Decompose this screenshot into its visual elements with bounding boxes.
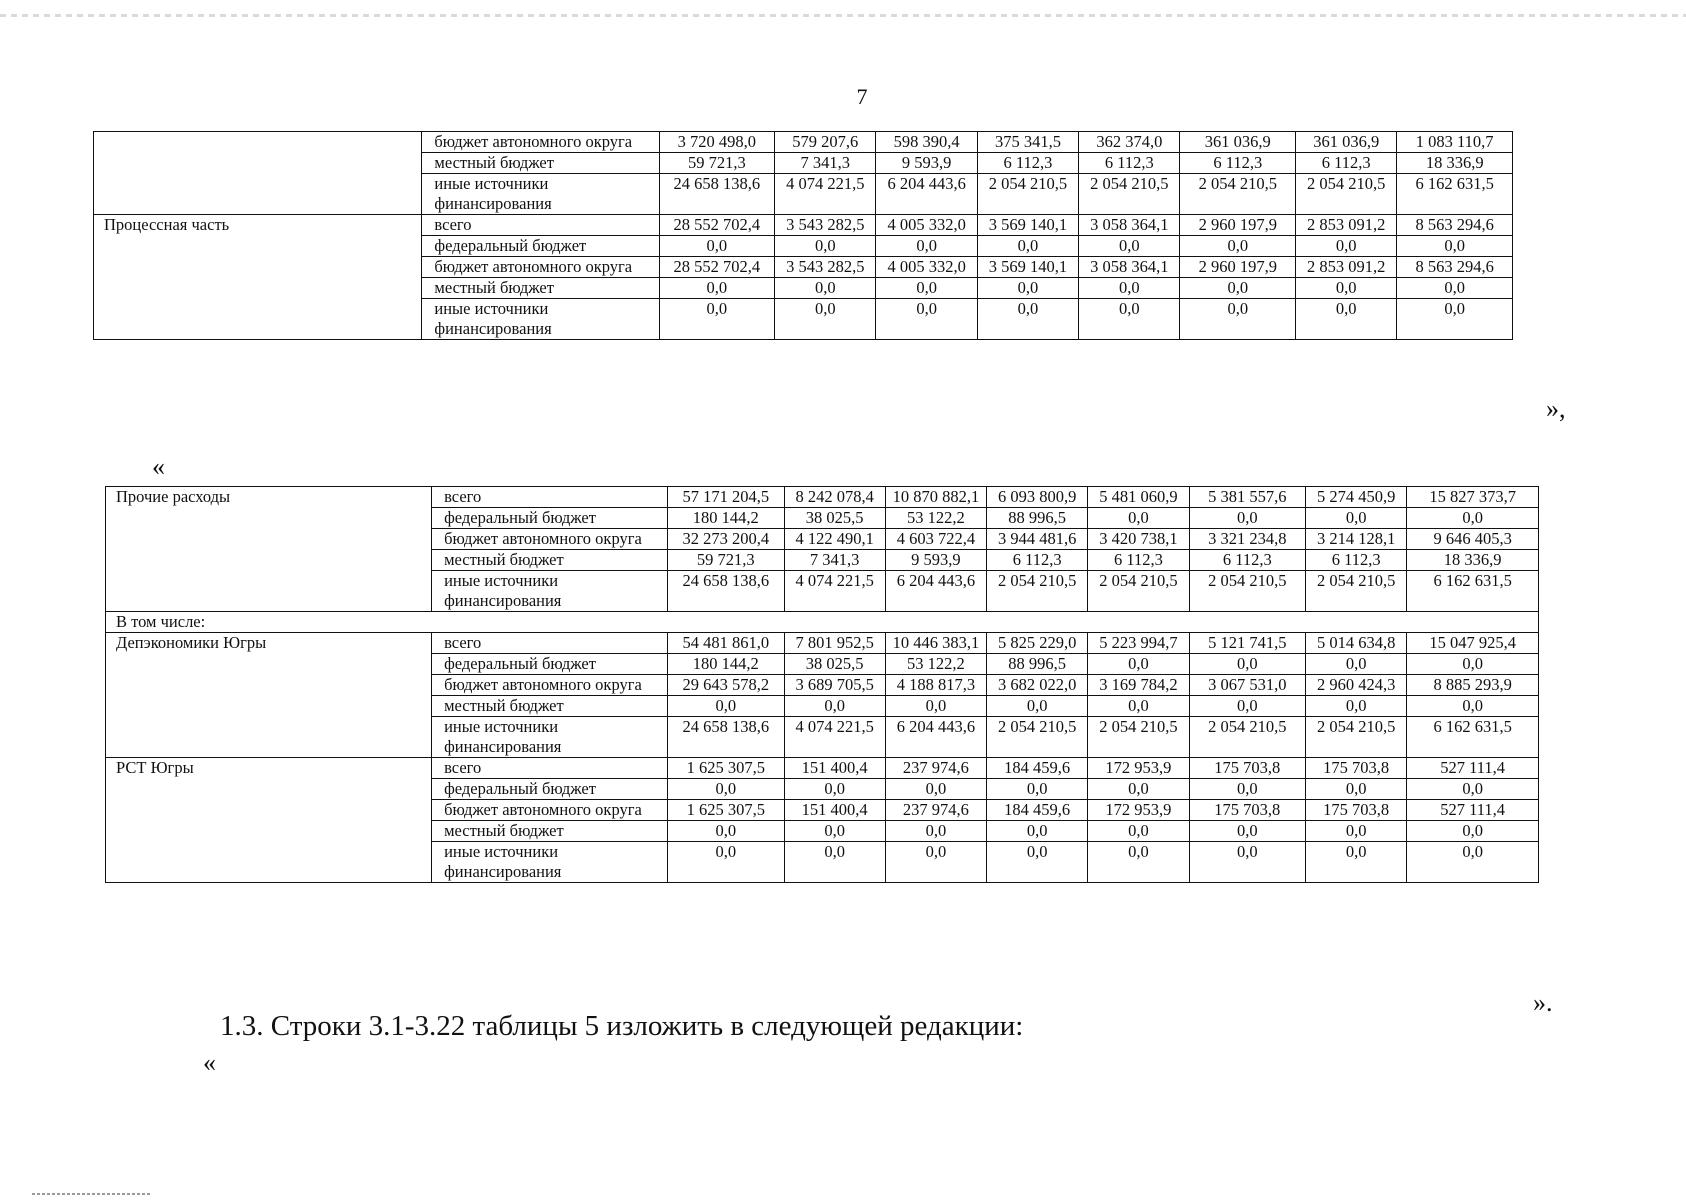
value-cell: 5 223 994,7	[1088, 633, 1189, 654]
value-cell: 0,0	[1079, 299, 1180, 340]
value-cell: 0,0	[1407, 821, 1539, 842]
opening-quote-mark: «	[152, 452, 165, 481]
value-cell: 2 853 091,2	[1296, 215, 1397, 236]
value-cell: 0,0	[1189, 696, 1305, 717]
value-cell: 0,0	[1306, 779, 1407, 800]
value-cell: 0,0	[1407, 779, 1539, 800]
row-name-cell	[94, 236, 422, 257]
value-cell: 2 054 210,5	[1306, 717, 1407, 758]
value-cell: 6 204 443,6	[876, 174, 977, 215]
value-cell: 151 400,4	[784, 758, 885, 779]
value-cell: 0,0	[987, 842, 1088, 883]
value-cell: 361 036,9	[1296, 132, 1397, 153]
value-cell: 1 083 110,7	[1397, 132, 1513, 153]
funding-source-cell: местный бюджет	[432, 550, 668, 571]
opening-quote-mark-3: «	[203, 1048, 216, 1077]
value-cell: 0,0	[1088, 779, 1189, 800]
value-cell: 5 014 634,8	[1306, 633, 1407, 654]
value-cell: 59 721,3	[659, 153, 775, 174]
value-cell: 0,0	[876, 236, 977, 257]
value-cell: 3 214 128,1	[1306, 529, 1407, 550]
value-cell: 3 067 531,0	[1189, 675, 1305, 696]
value-cell: 0,0	[977, 299, 1078, 340]
value-cell: 2 054 210,5	[1180, 174, 1296, 215]
value-cell: 1 625 307,5	[668, 758, 784, 779]
value-cell: 2 054 210,5	[1079, 174, 1180, 215]
value-cell: 0,0	[876, 278, 977, 299]
value-cell: 10 446 383,1	[885, 633, 986, 654]
value-cell: 24 658 138,6	[659, 174, 775, 215]
value-cell: 1 625 307,5	[668, 800, 784, 821]
value-cell: 28 552 702,4	[659, 215, 775, 236]
value-cell: 6 162 631,5	[1397, 174, 1513, 215]
value-cell: 6 112,3	[1306, 550, 1407, 571]
value-cell: 0,0	[977, 278, 1078, 299]
table-row	[94, 299, 1513, 340]
value-cell: 53 122,2	[885, 508, 986, 529]
value-cell: 175 703,8	[1306, 758, 1407, 779]
value-cell: 0,0	[1306, 842, 1407, 883]
value-cell: 180 144,2	[668, 508, 784, 529]
value-cell: 2 960 197,9	[1180, 215, 1296, 236]
value-cell: 0,0	[977, 236, 1078, 257]
value-cell: 7 341,3	[775, 153, 876, 174]
value-cell: 9 593,9	[885, 550, 986, 571]
funding-source-cell: местный бюджет	[432, 821, 668, 842]
budget-table-continued	[93, 131, 1513, 340]
value-cell: 527 111,4	[1407, 800, 1539, 821]
table-row	[94, 236, 1513, 257]
value-cell: 0,0	[784, 842, 885, 883]
funding-source-cell: всего	[422, 215, 659, 236]
value-cell: 54 481 861,0	[668, 633, 784, 654]
value-cell: 0,0	[1397, 278, 1513, 299]
funding-source-cell: иные источники финансирования	[432, 571, 668, 612]
row-name-cell	[94, 278, 422, 299]
value-cell: 7 341,3	[784, 550, 885, 571]
scan-artifact-footer	[32, 1193, 152, 1195]
funding-source-cell: всего	[432, 758, 668, 779]
value-cell: 0,0	[1296, 278, 1397, 299]
value-cell: 3 944 481,6	[987, 529, 1088, 550]
group-name-cell: Депэкономики Югры	[106, 633, 432, 758]
table-row	[106, 633, 1539, 654]
value-cell: 172 953,9	[1088, 758, 1189, 779]
value-cell: 3 569 140,1	[977, 215, 1078, 236]
group-name-cell: Прочие расходы	[106, 487, 432, 612]
value-cell: 0,0	[1088, 821, 1189, 842]
value-cell: 0,0	[1180, 278, 1296, 299]
value-cell: 32 273 200,4	[668, 529, 784, 550]
value-cell: 8 885 293,9	[1407, 675, 1539, 696]
value-cell: 6 112,3	[1180, 153, 1296, 174]
value-cell: 38 025,5	[784, 508, 885, 529]
value-cell: 9 646 405,3	[1407, 529, 1539, 550]
value-cell: 2 054 210,5	[1088, 717, 1189, 758]
value-cell: 0,0	[1189, 654, 1305, 675]
value-cell: 38 025,5	[784, 654, 885, 675]
value-cell: 28 552 702,4	[659, 257, 775, 278]
value-cell: 0,0	[1306, 821, 1407, 842]
value-cell: 6 112,3	[977, 153, 1078, 174]
value-cell: 6 112,3	[1088, 550, 1189, 571]
value-cell: 0,0	[1306, 508, 1407, 529]
value-cell: 5 381 557,6	[1189, 487, 1305, 508]
table-row	[106, 487, 1539, 508]
value-cell: 0,0	[659, 236, 775, 257]
value-cell: 5 481 060,9	[1088, 487, 1189, 508]
value-cell: 3 543 282,5	[775, 257, 876, 278]
value-cell: 0,0	[1189, 779, 1305, 800]
funding-source-cell: иные источники финансирования	[432, 717, 668, 758]
value-cell: 3 058 364,1	[1079, 257, 1180, 278]
group-header-row	[106, 612, 1539, 633]
value-cell: 0,0	[659, 299, 775, 340]
value-cell: 0,0	[987, 821, 1088, 842]
value-cell: 0,0	[1407, 508, 1539, 529]
value-cell: 0,0	[987, 696, 1088, 717]
value-cell: 0,0	[1189, 842, 1305, 883]
row-name-cell	[94, 153, 422, 174]
value-cell: 3 543 282,5	[775, 215, 876, 236]
value-cell: 172 953,9	[1088, 800, 1189, 821]
value-cell: 8 563 294,6	[1397, 257, 1513, 278]
value-cell: 4 005 332,0	[876, 257, 977, 278]
value-cell: 2 960 424,3	[1306, 675, 1407, 696]
value-cell: 237 974,6	[885, 758, 986, 779]
funding-source-cell: всего	[432, 487, 668, 508]
table-row	[94, 174, 1513, 215]
value-cell: 0,0	[668, 779, 784, 800]
value-cell: 6 093 800,9	[987, 487, 1088, 508]
funding-source-cell: федеральный бюджет	[432, 508, 668, 529]
funding-source-cell: всего	[432, 633, 668, 654]
value-cell: 88 996,5	[987, 508, 1088, 529]
value-cell: 8 242 078,4	[784, 487, 885, 508]
value-cell: 0,0	[1079, 236, 1180, 257]
value-cell: 9 593,9	[876, 153, 977, 174]
value-cell: 6 112,3	[987, 550, 1088, 571]
value-cell: 361 036,9	[1180, 132, 1296, 153]
value-cell: 2 054 210,5	[987, 571, 1088, 612]
value-cell: 6 162 631,5	[1407, 571, 1539, 612]
funding-source-cell: иные источники финансирования	[432, 842, 668, 883]
value-cell: 15 827 373,7	[1407, 487, 1539, 508]
value-cell: 4 074 221,5	[775, 174, 876, 215]
value-cell: 6 112,3	[1296, 153, 1397, 174]
value-cell: 0,0	[1088, 696, 1189, 717]
closing-quote-mark-2: ».	[1533, 988, 1553, 1017]
value-cell: 0,0	[1180, 236, 1296, 257]
value-cell: 3 321 234,8	[1189, 529, 1305, 550]
value-cell: 6 112,3	[1079, 153, 1180, 174]
value-cell: 5 121 741,5	[1189, 633, 1305, 654]
value-cell: 4 122 490,1	[784, 529, 885, 550]
value-cell: 0,0	[1189, 821, 1305, 842]
funding-source-cell: местный бюджет	[432, 696, 668, 717]
value-cell: 0,0	[775, 236, 876, 257]
value-cell: 2 054 210,5	[1088, 571, 1189, 612]
table-row	[94, 278, 1513, 299]
value-cell: 59 721,3	[668, 550, 784, 571]
section-heading: 1.3. Строки 3.1-3.22 таблицы 5 изложить в следующей редакции:	[220, 1010, 1024, 1042]
value-cell: 0,0	[885, 842, 986, 883]
value-cell: 0,0	[885, 821, 986, 842]
value-cell: 0,0	[784, 821, 885, 842]
page-number: 7	[856, 84, 868, 109]
value-cell: 3 689 705,5	[784, 675, 885, 696]
value-cell: 7 801 952,5	[784, 633, 885, 654]
value-cell: 375 341,5	[977, 132, 1078, 153]
value-cell: 57 171 204,5	[668, 487, 784, 508]
row-name-cell	[94, 132, 422, 153]
group-name-cell: РСТ Югры	[106, 758, 432, 883]
value-cell: 10 870 882,1	[885, 487, 986, 508]
value-cell: 527 111,4	[1407, 758, 1539, 779]
value-cell: 8 563 294,6	[1397, 215, 1513, 236]
value-cell: 184 459,6	[987, 800, 1088, 821]
value-cell: 598 390,4	[876, 132, 977, 153]
funding-source-cell: бюджет автономного округа	[422, 132, 659, 153]
value-cell: 4 074 221,5	[784, 717, 885, 758]
value-cell: 4 005 332,0	[876, 215, 977, 236]
row-name-cell	[94, 257, 422, 278]
value-cell: 0,0	[1306, 654, 1407, 675]
value-cell: 0,0	[1088, 654, 1189, 675]
value-cell: 175 703,8	[1189, 800, 1305, 821]
value-cell: 0,0	[659, 278, 775, 299]
value-cell: 2 960 197,9	[1180, 257, 1296, 278]
value-cell: 237 974,6	[885, 800, 986, 821]
funding-source-cell: бюджет автономного округа	[422, 257, 659, 278]
other-expenses-table	[105, 486, 1539, 883]
value-cell: 0,0	[1306, 696, 1407, 717]
value-cell: 0,0	[784, 779, 885, 800]
value-cell: 0,0	[668, 842, 784, 883]
funding-source-cell: федеральный бюджет	[422, 236, 659, 257]
value-cell: 0,0	[885, 696, 986, 717]
value-cell: 29 643 578,2	[668, 675, 784, 696]
value-cell: 0,0	[1296, 236, 1397, 257]
table-row	[94, 257, 1513, 278]
value-cell: 0,0	[1088, 842, 1189, 883]
value-cell: 0,0	[1407, 654, 1539, 675]
row-name-cell	[94, 299, 422, 340]
value-cell: 0,0	[1180, 299, 1296, 340]
value-cell: 0,0	[1397, 236, 1513, 257]
value-cell: 18 336,9	[1397, 153, 1513, 174]
value-cell: 0,0	[668, 696, 784, 717]
value-cell: 0,0	[987, 779, 1088, 800]
value-cell: 0,0	[876, 299, 977, 340]
scan-artifact-line	[0, 14, 1686, 17]
value-cell: 5 274 450,9	[1306, 487, 1407, 508]
value-cell: 2 054 210,5	[977, 174, 1078, 215]
value-cell: 6 162 631,5	[1407, 717, 1539, 758]
funding-source-cell: иные источники финансирования	[422, 174, 659, 215]
closing-quote-mark: »,	[1546, 394, 1566, 423]
value-cell: 0,0	[1189, 508, 1305, 529]
value-cell: 0,0	[1407, 696, 1539, 717]
value-cell: 3 058 364,1	[1079, 215, 1180, 236]
value-cell: 0,0	[1088, 508, 1189, 529]
value-cell: 18 336,9	[1407, 550, 1539, 571]
group-label-cell: В том числе:	[106, 612, 1539, 633]
value-cell: 0,0	[885, 779, 986, 800]
funding-source-cell: федеральный бюджет	[432, 654, 668, 675]
value-cell: 2 054 210,5	[1306, 571, 1407, 612]
value-cell: 2 054 210,5	[1189, 717, 1305, 758]
value-cell: 3 420 738,1	[1088, 529, 1189, 550]
value-cell: 3 169 784,2	[1088, 675, 1189, 696]
value-cell: 362 374,0	[1079, 132, 1180, 153]
value-cell: 4 603 722,4	[885, 529, 986, 550]
value-cell: 24 658 138,6	[668, 717, 784, 758]
value-cell: 3 569 140,1	[977, 257, 1078, 278]
value-cell: 3 720 498,0	[659, 132, 775, 153]
table-row	[106, 758, 1539, 779]
value-cell: 0,0	[1079, 278, 1180, 299]
value-cell: 175 703,8	[1189, 758, 1305, 779]
value-cell: 0,0	[1296, 299, 1397, 340]
value-cell: 184 459,6	[987, 758, 1088, 779]
table-row	[94, 215, 1513, 236]
funding-source-cell: федеральный бюджет	[432, 779, 668, 800]
value-cell: 175 703,8	[1306, 800, 1407, 821]
table-row	[94, 153, 1513, 174]
funding-source-cell: бюджет автономного округа	[432, 675, 668, 696]
value-cell: 2 054 210,5	[987, 717, 1088, 758]
value-cell: 4 188 817,3	[885, 675, 986, 696]
value-cell: 24 658 138,6	[668, 571, 784, 612]
value-cell: 53 122,2	[885, 654, 986, 675]
value-cell: 2 054 210,5	[1296, 174, 1397, 215]
value-cell: 4 074 221,5	[784, 571, 885, 612]
value-cell: 3 682 022,0	[987, 675, 1088, 696]
value-cell: 15 047 925,4	[1407, 633, 1539, 654]
funding-source-cell: иные источники финансирования	[422, 299, 659, 340]
value-cell: 180 144,2	[668, 654, 784, 675]
funding-source-cell: бюджет автономного округа	[432, 800, 668, 821]
value-cell: 6 204 443,6	[885, 717, 986, 758]
value-cell: 88 996,5	[987, 654, 1088, 675]
value-cell: 2 853 091,2	[1296, 257, 1397, 278]
row-name-cell: Процессная часть	[94, 215, 422, 236]
value-cell: 0,0	[784, 696, 885, 717]
value-cell: 0,0	[1397, 299, 1513, 340]
value-cell: 0,0	[668, 821, 784, 842]
value-cell: 6 112,3	[1189, 550, 1305, 571]
value-cell: 0,0	[1407, 842, 1539, 883]
funding-source-cell: местный бюджет	[422, 153, 659, 174]
table-row	[94, 132, 1513, 153]
row-name-cell	[94, 174, 422, 215]
value-cell: 0,0	[775, 278, 876, 299]
value-cell: 0,0	[775, 299, 876, 340]
value-cell: 2 054 210,5	[1189, 571, 1305, 612]
value-cell: 6 204 443,6	[885, 571, 986, 612]
funding-source-cell: бюджет автономного округа	[432, 529, 668, 550]
value-cell: 151 400,4	[784, 800, 885, 821]
funding-source-cell: местный бюджет	[422, 278, 659, 299]
value-cell: 579 207,6	[775, 132, 876, 153]
value-cell: 5 825 229,0	[987, 633, 1088, 654]
